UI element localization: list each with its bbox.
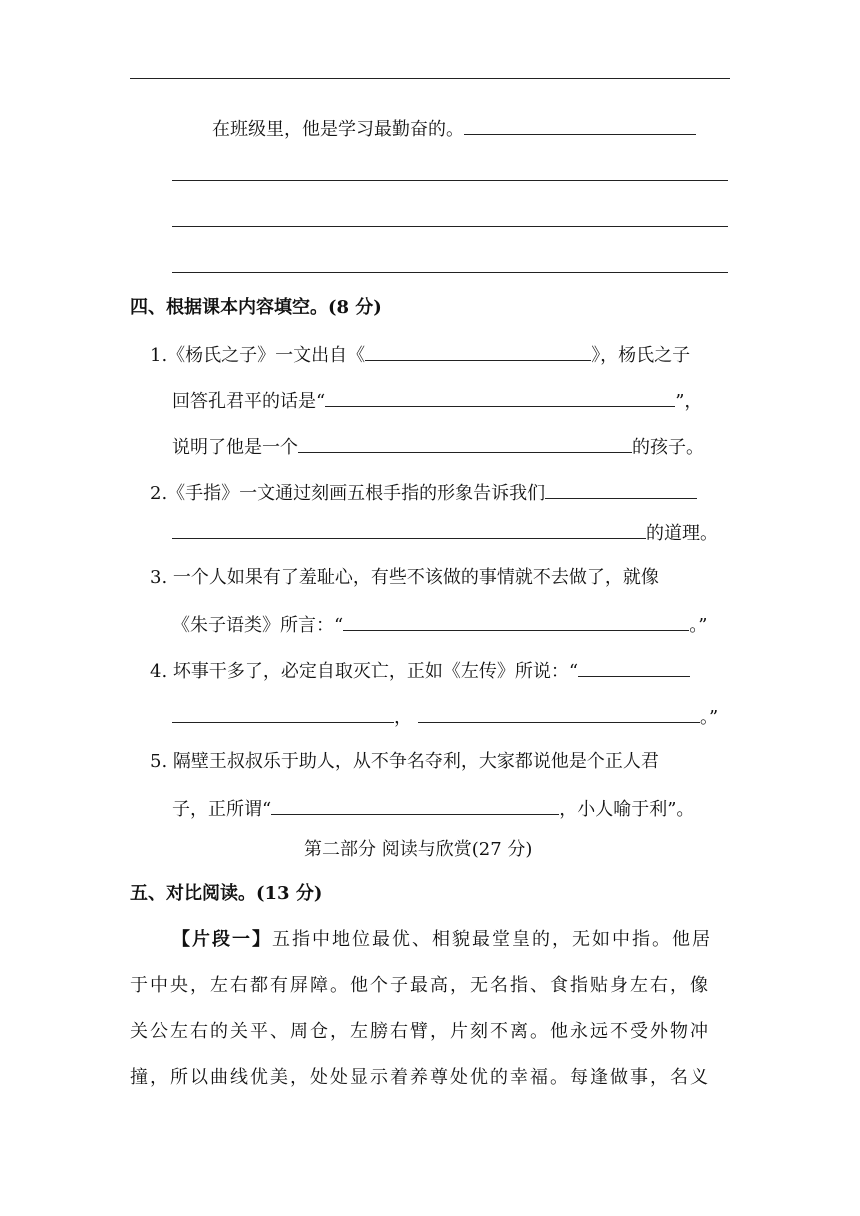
rewrite-sentence-text: 在班级里，他是学习最勤奋的。	[212, 119, 464, 140]
item4-text-a: 4. 坏事干多了，必定自取灭亡，正如《左传》所说：“	[150, 661, 579, 682]
passage-text: 五指中地位最优、相貌最堂皇的，无如中指。他居	[272, 929, 712, 950]
item5-text-a: 子，正所谓“	[172, 799, 272, 820]
item2-text-b: 的道理。	[646, 523, 718, 544]
item1-text-e: 说明了他是一个	[172, 437, 298, 458]
blank-zhuzi-quote[interactable]	[343, 612, 689, 631]
item2-text-a: 2.《手指》一文通过刻画五根手指的形象告诉我们	[150, 483, 546, 504]
item4-text-b: ，	[394, 707, 412, 728]
blank-lesson-part1[interactable]	[545, 480, 697, 499]
item1-line2	[172, 388, 702, 414]
item3-line2	[172, 612, 707, 638]
item3-text-a: 《朱子语类》所言：“	[172, 615, 344, 636]
item4-line1	[150, 658, 690, 684]
blank-source-book[interactable]	[365, 342, 591, 361]
rewrite-sentence	[212, 116, 696, 142]
item1-text-c: 回答孔君平的话是“	[172, 391, 326, 412]
blank-zuozhuan-part3[interactable]	[418, 704, 700, 723]
blank-zuozhuan-part1[interactable]	[578, 658, 690, 677]
item1-text-d: ”，	[675, 391, 703, 412]
blank-answer-quote[interactable]	[325, 388, 675, 407]
item5-text-b: ，小人喻于利”。	[559, 799, 695, 820]
passage-line	[172, 928, 730, 952]
blank-lesson-part2[interactable]	[172, 520, 646, 539]
header-rule	[130, 78, 730, 79]
fragment-label: 【片段一】	[172, 929, 272, 950]
item1-line3	[172, 434, 704, 460]
item1-line1	[150, 342, 690, 368]
passage-line: 于中央，左右都有屏障。他个子最高，无名指、食指贴身左右，像	[130, 975, 710, 996]
item3-line1: 3. 一个人如果有了羞耻心，有些不该做的事情就不去做了，就像	[150, 567, 659, 588]
item4-line2	[172, 704, 718, 730]
item5-line1: 5. 隔壁王叔叔乐于助人，从不争名夺利，大家都说他是个正人君	[150, 751, 659, 772]
item4-text-c: 。”	[700, 707, 719, 728]
section4-title: 四、根据课本内容填空。(8 分)	[130, 297, 382, 318]
item2-line2	[172, 520, 718, 546]
answer-blank[interactable]	[464, 116, 696, 135]
item1-text-b: 》，杨氏之子	[591, 345, 691, 366]
item2-line1	[150, 480, 697, 506]
item5-line2	[172, 796, 694, 822]
passage-line: 撞，所以曲线优美，处处显示着养尊处优的幸福。每逢做事，名义	[130, 1067, 710, 1088]
answer-line[interactable]	[172, 180, 728, 181]
answer-line[interactable]	[172, 226, 728, 227]
item3-text-b: 。”	[689, 615, 708, 636]
blank-junzi-quote[interactable]	[271, 796, 559, 815]
answer-line[interactable]	[172, 272, 728, 273]
blank-child-quality[interactable]	[298, 434, 632, 453]
item1-text-f: 的孩子。	[632, 437, 704, 458]
section5-title: 五、对比阅读。(13 分)	[130, 883, 323, 904]
passage-line: 关公左右的关平、周仓，左膀右臂，片刻不离。他永远不受外物冲	[130, 1021, 710, 1042]
part2-title: 第二部分 阅读与欣赏(27 分)	[304, 839, 533, 860]
blank-zuozhuan-part2[interactable]	[172, 704, 394, 723]
item1-text-a: 1.《杨氏之子》一文出自《	[150, 345, 366, 366]
